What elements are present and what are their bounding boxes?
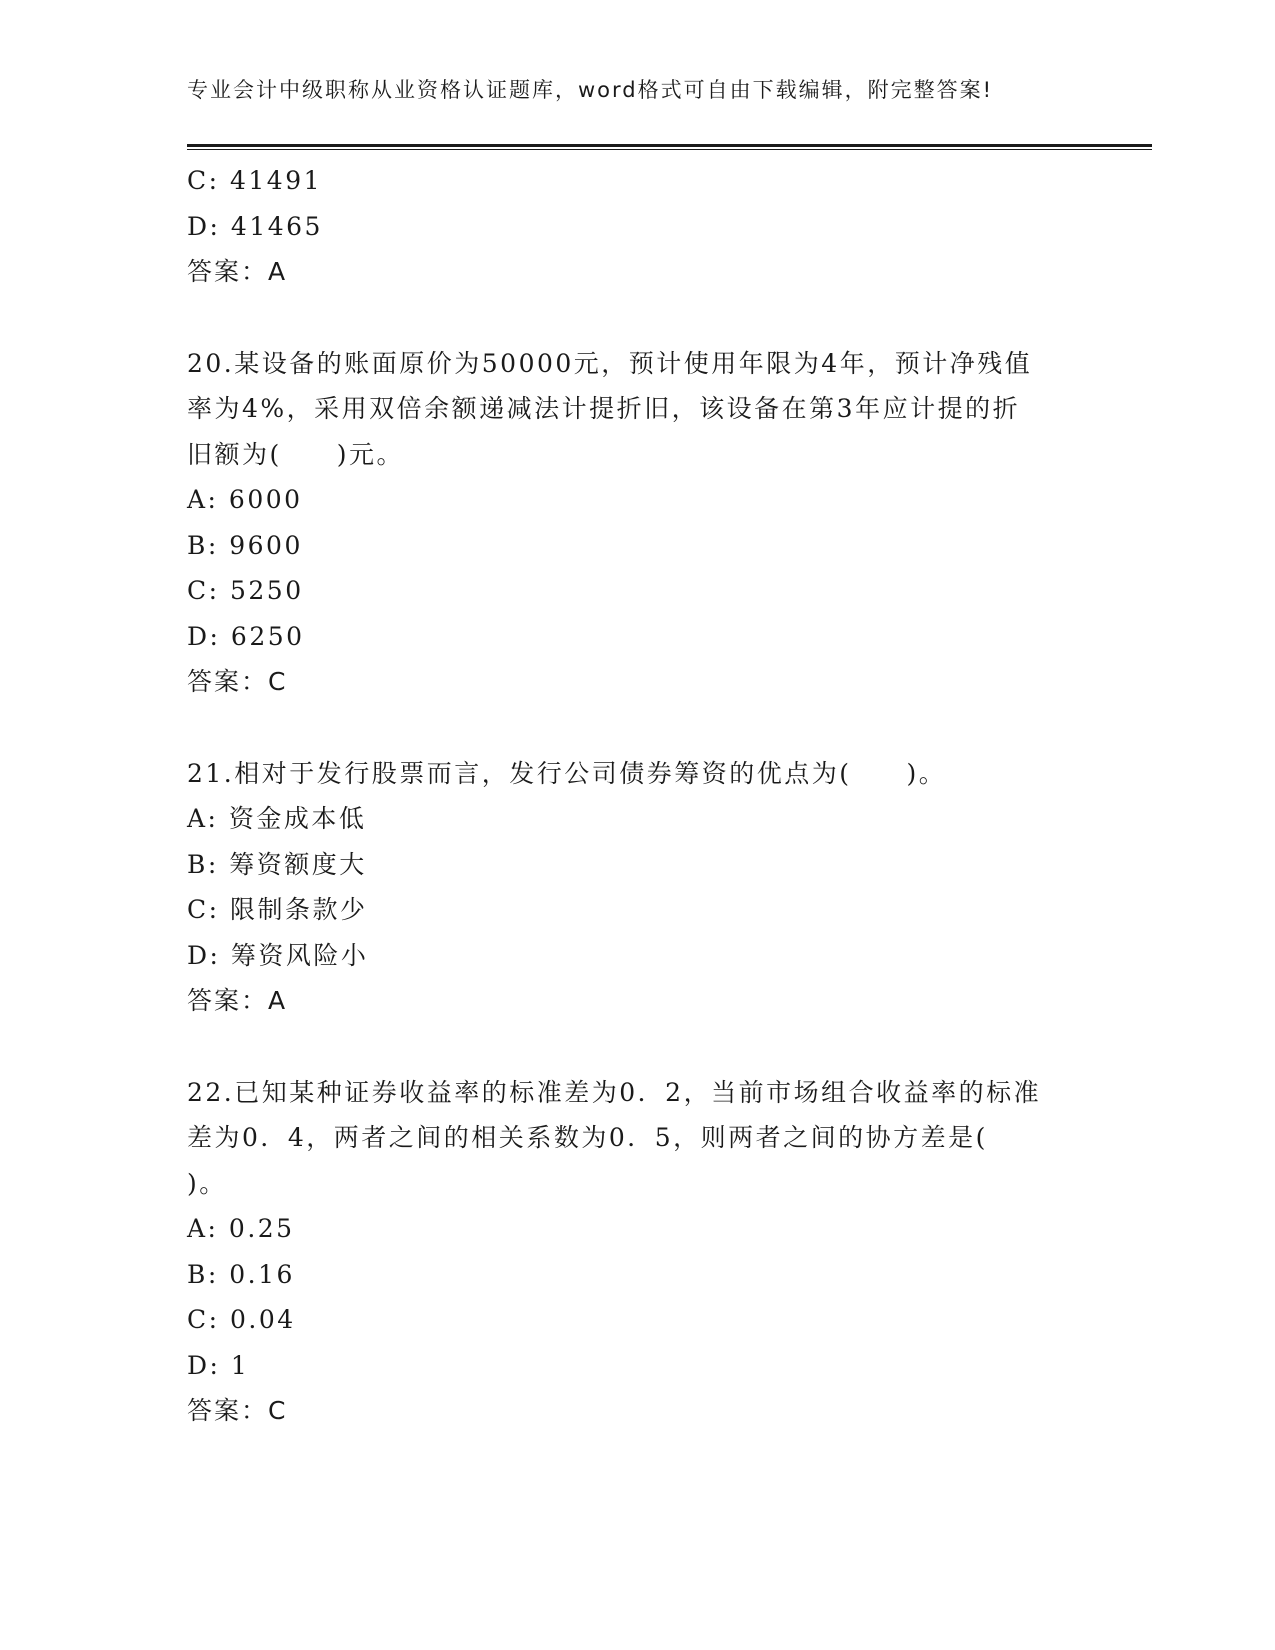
question-20	[187, 341, 1087, 705]
question-stem-line: 22.已知某种证券收益率的标准差为0．2，当前市场组合收益率的标准	[187, 1077, 1042, 1107]
option-d: D: 筹资风险小	[187, 940, 369, 970]
question-stem-line: 旧额为( )元。	[187, 439, 405, 469]
answer-line: 答案：A	[187, 986, 288, 1015]
answer-line: 答案：C	[187, 1396, 288, 1425]
option-c: C: 0.04	[187, 1305, 296, 1334]
question-stem-line: 20.某设备的账面原价为50000元，预计使用年限为4年，预计净残值	[187, 348, 1033, 378]
previous-question-tail	[187, 158, 1087, 295]
option-d: D: 1	[187, 1350, 250, 1380]
question-21	[187, 751, 1087, 1024]
option-c: C: 41491	[187, 166, 323, 195]
question-stem-line: 差为0．4，两者之间的相关系数为0．5，则两者之间的协方差是(	[187, 1123, 988, 1152]
question-stem-line: 率为4%，采用双倍余额递减法计提折旧，该设备在第3年应计提的折	[187, 394, 1021, 423]
option-c: C: 5250	[187, 576, 304, 605]
spacer	[187, 705, 1087, 751]
answer-line: 答案：C	[187, 667, 288, 696]
option-d: D: 41465	[187, 211, 323, 241]
spacer	[187, 295, 1087, 341]
option-a: A: 0.25	[187, 1214, 295, 1243]
spacer	[187, 1024, 1087, 1070]
option-b: B: 0.16	[187, 1259, 295, 1289]
document-body	[187, 158, 1087, 1434]
question-stem-line: )。	[187, 1168, 227, 1198]
option-b: B: 筹资额度大	[187, 849, 367, 879]
option-a: A: 资金成本低	[187, 804, 367, 833]
answer-line: 答案：A	[187, 257, 288, 286]
option-c: C: 限制条款少	[187, 895, 368, 924]
header-divider	[187, 144, 1152, 150]
page-header: 专业会计中级职称从业资格认证题库，word格式可自由下载编辑，附完整答案!	[187, 78, 994, 102]
question-22	[187, 1070, 1087, 1434]
option-b: B: 9600	[187, 530, 303, 560]
option-a: A: 6000	[187, 485, 303, 514]
option-d: D: 6250	[187, 621, 305, 651]
question-stem-line: 21.相对于发行股票而言，发行公司债券筹资的优点为( )。	[187, 758, 947, 788]
